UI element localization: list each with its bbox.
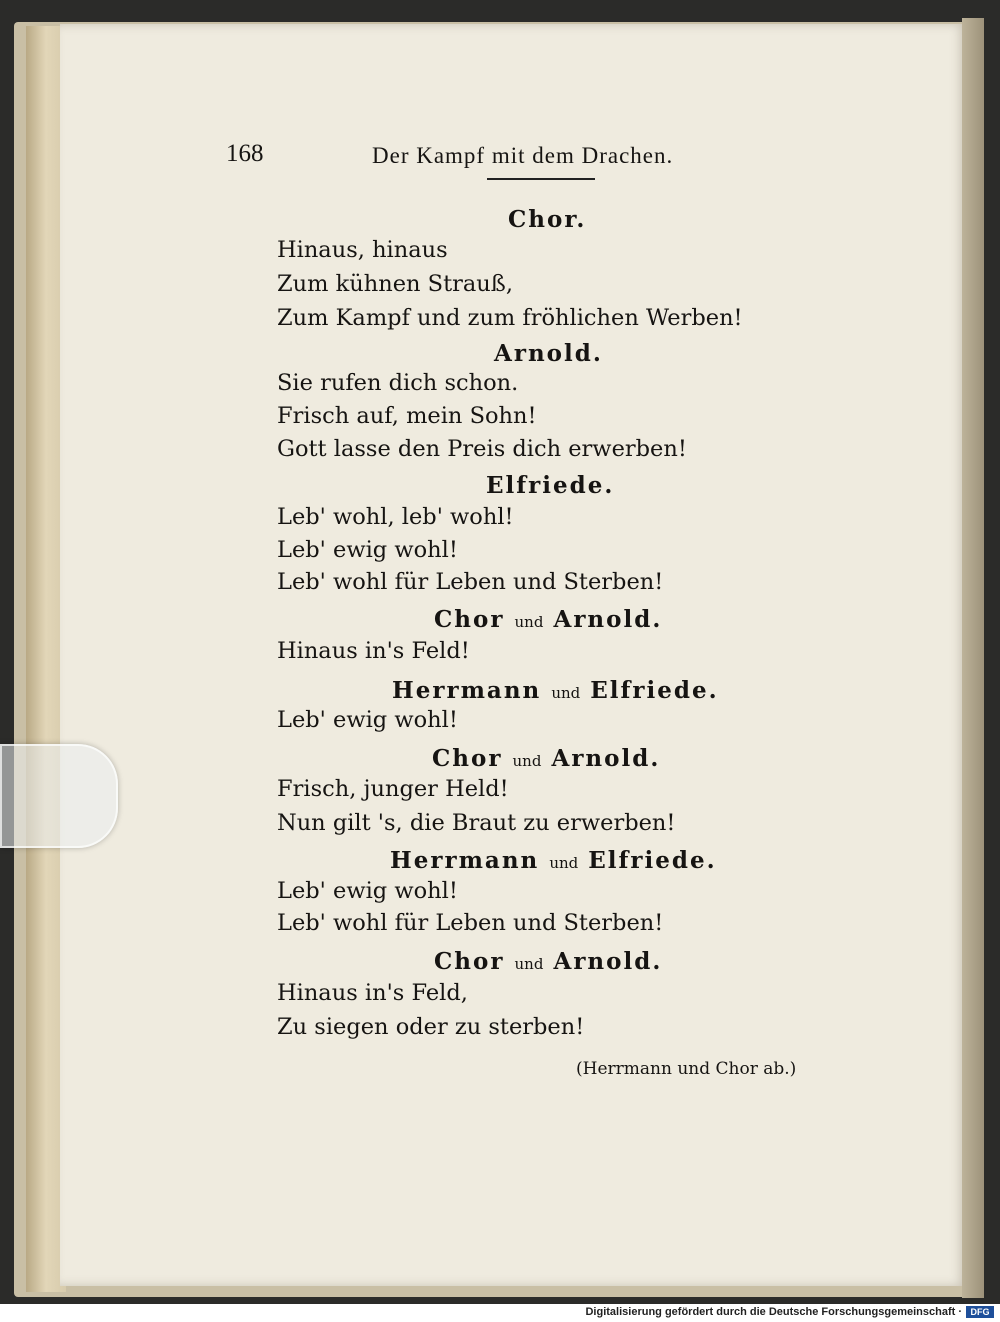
speaker-heading: Herrmann und Elfriede.	[392, 677, 719, 704]
speaker-heading: Chor und Arnold.	[434, 606, 663, 633]
verse-line: Zu siegen oder zu sterben!	[277, 1014, 585, 1040]
running-head: Der Kampf mit dem Drachen.	[372, 143, 674, 168]
verse-line: Zum kühnen Strauß,	[277, 271, 513, 297]
speaker-heading: Chor und Arnold.	[434, 948, 663, 975]
verse-line: Hinaus in's Feld,	[277, 980, 468, 1006]
stage-direction: (Herrmann und Chor ab.)	[576, 1059, 797, 1079]
verse-line: Leb' ewig wohl!	[277, 537, 458, 563]
verse-line: Frisch, junger Held!	[277, 776, 509, 802]
verse-line: Leb' wohl für Leben und Sterben!	[277, 569, 664, 595]
verse-line: Leb' ewig wohl!	[277, 878, 458, 904]
verse-line: Zum Kampf und zum fröhlichen Werben!	[277, 305, 743, 331]
verse-line: Leb' wohl für Leben und Sterben!	[277, 910, 664, 936]
verse-line: Frisch auf, mein Sohn!	[277, 403, 537, 429]
page-holder-clip	[0, 744, 118, 848]
speaker-heading: Chor.	[508, 206, 587, 233]
dfg-logo: DFG	[966, 1306, 994, 1318]
verse-line: Leb' wohl, leb' wohl!	[277, 504, 514, 530]
speaker-heading: Arnold.	[494, 340, 603, 367]
speaker-heading: Herrmann und Elfriede.	[390, 847, 717, 874]
verse-line: Gott lasse den Preis dich erwerben!	[277, 436, 687, 462]
verse-line: Hinaus, hinaus	[277, 237, 448, 263]
page-number: 168	[226, 140, 264, 167]
speaker-heading: Chor und Arnold.	[432, 745, 661, 772]
verse-line: Hinaus in's Feld!	[277, 638, 470, 664]
verse-line: Sie rufen dich schon.	[277, 370, 519, 396]
verse-line: Leb' ewig wohl!	[277, 707, 458, 733]
speaker-heading: Elfriede.	[486, 472, 615, 499]
funding-credit: Digitalisierung gefördert durch die Deutsche Forschungsgemeinschaft ·	[585, 1306, 962, 1318]
verse-line: Nun gilt 's, die Braut zu erwerben!	[277, 810, 676, 836]
